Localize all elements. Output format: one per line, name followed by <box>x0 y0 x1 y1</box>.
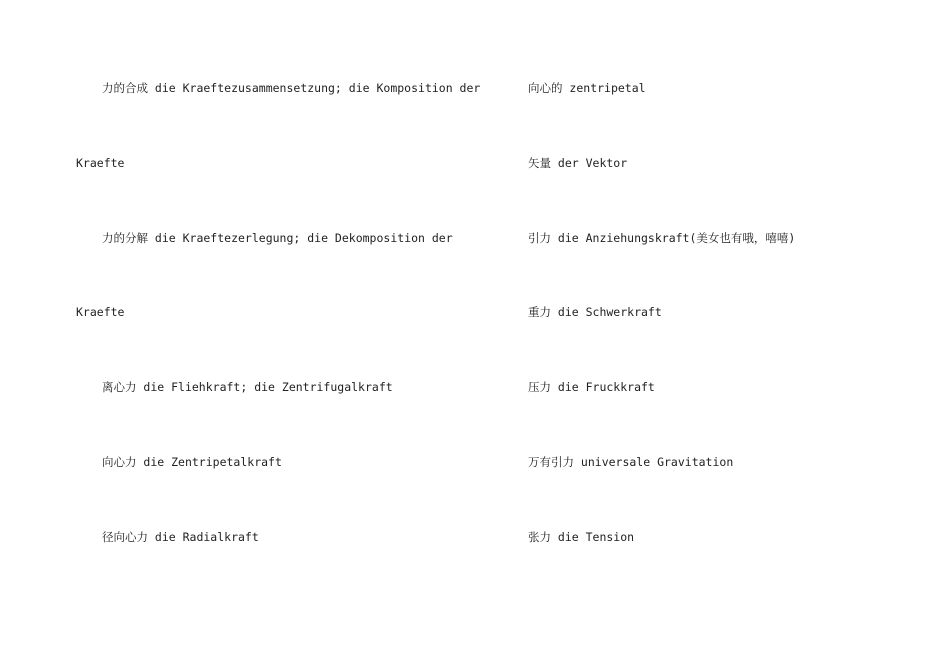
term-gravity: 重力 die Schwerkraft <box>528 305 662 319</box>
term-resultant-force-continued: Kraefte <box>76 156 125 170</box>
term-force-decomposition: 力的分解 die Kraeftezerlegung; die Dekomposition der <box>102 231 453 245</box>
term-force-decomposition-continued: Kraefte <box>76 305 125 319</box>
term-tension: 张力 die Tension <box>528 530 635 544</box>
term-resultant-force: 力的合成 die Kraeftezusammensetzung; die Komposition der <box>102 81 481 95</box>
term-centrifugal-force: 离心力 die Fliehkraft; die Zentrifugalkraft <box>102 380 393 394</box>
term-vector: 矢量 der Vektor <box>528 156 628 170</box>
term-radial-force: 径向心力 die Radialkraft <box>102 530 259 544</box>
term-pressure: 压力 die Fruckkraft <box>528 380 655 394</box>
term-attraction: 引力 die Anziehungskraft(美女也有哦，嘻嘻) <box>528 231 796 245</box>
term-universal-gravitation: 万有引力 universale Gravitation <box>528 455 734 469</box>
term-centripetal-force: 向心力 die Zentripetalkraft <box>102 455 282 469</box>
term-centripetal: 向心的 zentripetal <box>528 81 646 95</box>
